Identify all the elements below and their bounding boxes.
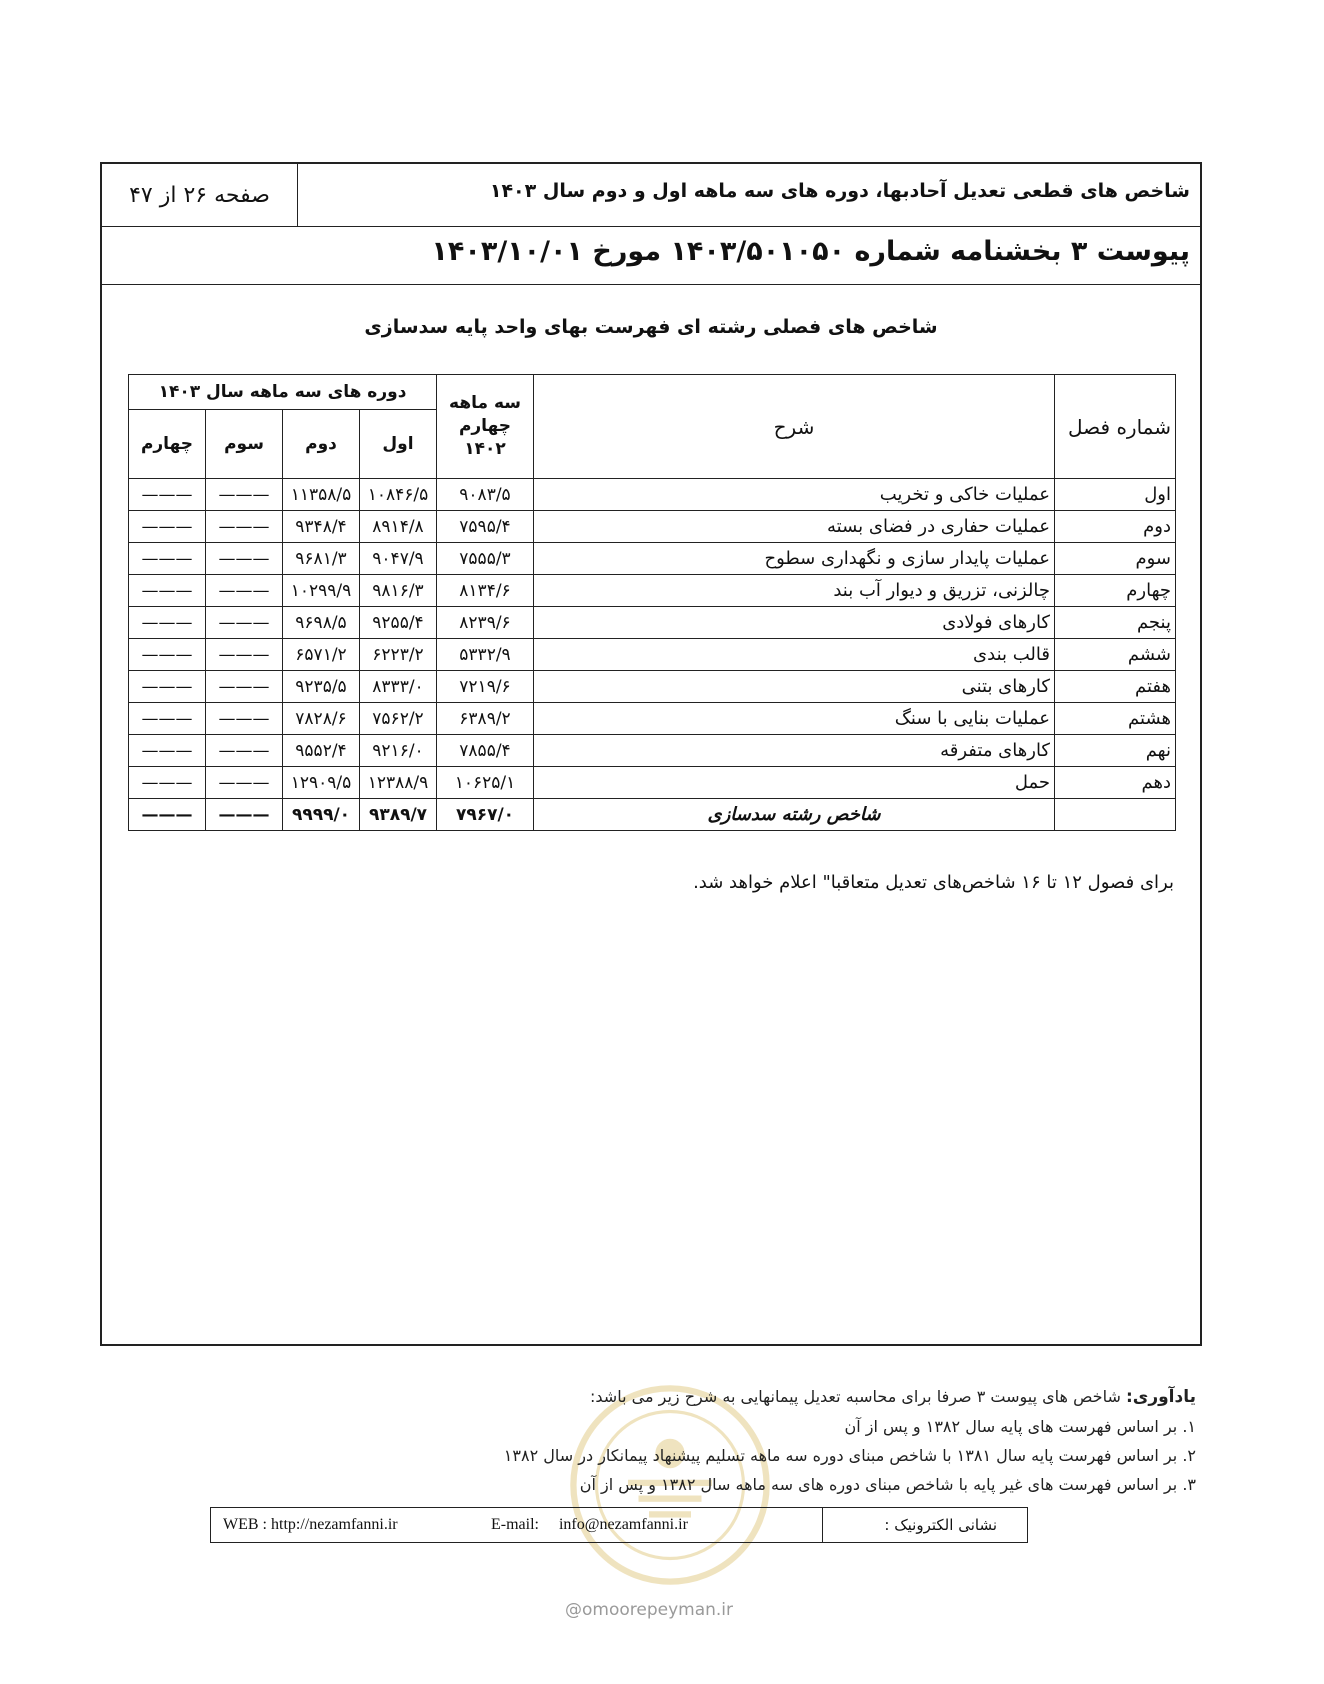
cell-q4-1402: ۷۸۵۵/۴ bbox=[437, 735, 534, 767]
cell-chapter: دهم bbox=[1055, 767, 1176, 799]
reminder-lead: یادآوری: bbox=[1125, 1387, 1196, 1407]
cell-q4-1403: ——— bbox=[129, 799, 206, 831]
header-fourth: چهارم bbox=[129, 410, 206, 479]
header-third: سوم bbox=[206, 410, 283, 479]
cell-q2-1403: ۹۶۹۸/۵ bbox=[283, 607, 360, 639]
web-link[interactable]: WEB : http://nezamfanni.ir bbox=[223, 1516, 398, 1533]
cell-q3-1403: ——— bbox=[206, 639, 283, 671]
cell-q4-1403: ——— bbox=[129, 639, 206, 671]
table-row bbox=[129, 607, 1176, 639]
cell-q3-1403: ——— bbox=[206, 511, 283, 543]
cell-chapter: دوم bbox=[1055, 511, 1176, 543]
cell-q3-1403: ——— bbox=[206, 703, 283, 735]
cell-q4-1403: ——— bbox=[129, 703, 206, 735]
table-row bbox=[129, 767, 1176, 799]
cell-description: کارهای بتنی bbox=[534, 671, 1055, 703]
cell-q3-1403: ——— bbox=[206, 543, 283, 575]
cell-q4-1402: ۷۵۹۵/۴ bbox=[437, 511, 534, 543]
cell-description: حمل bbox=[534, 767, 1055, 799]
header-description: شرح bbox=[534, 375, 1055, 479]
cell-chapter: پنجم bbox=[1055, 607, 1176, 639]
cell-q1-1403: ۹۳۸۹/۷ bbox=[360, 799, 437, 831]
table-row bbox=[129, 543, 1176, 575]
cell-chapter: سوم bbox=[1055, 543, 1176, 575]
header-row bbox=[102, 164, 1200, 227]
cell-q1-1403: ۹۸۱۶/۳ bbox=[360, 575, 437, 607]
cell-chapter bbox=[1055, 799, 1176, 831]
table-row bbox=[129, 671, 1176, 703]
cell-q1-1403: ۹۲۵۵/۴ bbox=[360, 607, 437, 639]
cell-description: کارهای فولادی bbox=[534, 607, 1055, 639]
cell-q4-1403: ——— bbox=[129, 479, 206, 511]
reminder-item: ۲. بر اساس فهرست پایه سال ۱۳۸۱ با شاخص مبنای دوره سه ماهه تسلیم پیشنهاد پیمانکار در سال ۱۳۸۲ bbox=[503, 1446, 1196, 1465]
cell-q3-1403: ——— bbox=[206, 479, 283, 511]
cell-q2-1403: ۱۱۳۵۸/۵ bbox=[283, 479, 360, 511]
cell-description: عملیات حفاری در فضای بسته bbox=[534, 511, 1055, 543]
cell-q2-1403: ۹۲۳۵/۵ bbox=[283, 671, 360, 703]
email-link[interactable]: E-mail: info@nezamfanni.ir bbox=[491, 1516, 688, 1533]
header-q4-line2: چهارم ۱۴۰۲ bbox=[458, 416, 512, 459]
cell-q2-1403: ۱۰۲۹۹/۹ bbox=[283, 575, 360, 607]
table-row bbox=[129, 735, 1176, 767]
cell-q2-1403: ۹۵۵۲/۴ bbox=[283, 735, 360, 767]
cell-q3-1403: ——— bbox=[206, 575, 283, 607]
header-group-1403: دوره های سه ماهه سال ۱۴۰۳ bbox=[129, 375, 437, 410]
cell-q4-1403: ——— bbox=[129, 575, 206, 607]
cell-q1-1403: ۸۹۱۴/۸ bbox=[360, 511, 437, 543]
cell-q3-1403: ——— bbox=[206, 735, 283, 767]
header-first: اول bbox=[360, 410, 437, 479]
header-title: شاخص های قطعی تعدیل آحادبها، دوره های سه ماهه اول و دوم سال ۱۴۰۳ bbox=[489, 180, 1190, 202]
watermark: @omoorepeyman.ir bbox=[565, 1600, 734, 1620]
cell-q4-1403: ——— bbox=[129, 767, 206, 799]
reminder-item: ۱. بر اساس فهرست های پایه سال ۱۳۸۲ و پس از آن bbox=[844, 1417, 1196, 1436]
cell-description: چالزنی، تزریق و دیوار آب بند bbox=[534, 575, 1055, 607]
header-q4-line1: سه ماهه bbox=[449, 393, 521, 414]
cell-q4-1403: ——— bbox=[129, 511, 206, 543]
cell-q1-1403: ۷۵۶۲/۲ bbox=[360, 703, 437, 735]
chapters-note: برای فصول ۱۲ تا ۱۶ شاخص‌های تعدیل متعاقبا" اعلام خواهد شد. bbox=[693, 872, 1174, 893]
page-number: صفحه ۲۶ از ۴۷ bbox=[102, 164, 298, 226]
cell-chapter: هفتم bbox=[1055, 671, 1176, 703]
header-second: دوم bbox=[283, 410, 360, 479]
cell-q3-1403: ——— bbox=[206, 607, 283, 639]
cell-description: عملیات پایدار سازی و نگهداری سطوح bbox=[534, 543, 1055, 575]
reminder-item: ۳. بر اساس فهرست های غیر پایه با شاخص مبنای دوره های سه ماهه سال ۱۳۸۲ و پس از آن bbox=[579, 1475, 1196, 1494]
annex-title: پیوست ۳ بخشنامه شماره ۱۴۰۳/۵۰۱۰۵۰ مورخ ۱۴۰۳/۱۰/۰۱ bbox=[431, 236, 1190, 267]
cell-chapter: اول bbox=[1055, 479, 1176, 511]
table-row bbox=[129, 703, 1176, 735]
cell-description: شاخص رشته سدسازی bbox=[534, 799, 1055, 831]
contact-label: نشانی الکترونیک : bbox=[822, 1508, 1027, 1542]
index-table bbox=[128, 374, 1176, 831]
cell-q1-1403: ۱۲۳۸۸/۹ bbox=[360, 767, 437, 799]
cell-q4-1403: ——— bbox=[129, 671, 206, 703]
cell-q4-1402: ۶۳۸۹/۲ bbox=[437, 703, 534, 735]
cell-chapter: ششم bbox=[1055, 639, 1176, 671]
table-body bbox=[129, 479, 1176, 831]
table-title: شاخص های فصلی رشته ای فهرست بهای واحد پایه سدسازی bbox=[364, 316, 938, 338]
cell-q4-1402: ۷۵۵۵/۳ bbox=[437, 543, 534, 575]
cell-q2-1403: ۹۳۴۸/۴ bbox=[283, 511, 360, 543]
cell-q4-1402: ۷۹۶۷/۰ bbox=[437, 799, 534, 831]
cell-q2-1403: ۷۸۲۸/۶ bbox=[283, 703, 360, 735]
cell-q2-1403: ۹۹۹۹/۰ bbox=[283, 799, 360, 831]
cell-description: کارهای متفرقه bbox=[534, 735, 1055, 767]
cell-q2-1403: ۱۲۹۰۹/۵ bbox=[283, 767, 360, 799]
cell-chapter: هشتم bbox=[1055, 703, 1176, 735]
table-row bbox=[129, 575, 1176, 607]
header-q4-1402 bbox=[437, 375, 534, 479]
cell-q4-1403: ——— bbox=[129, 735, 206, 767]
cell-q4-1402: ۷۲۱۹/۶ bbox=[437, 671, 534, 703]
cell-chapter: چهارم bbox=[1055, 575, 1176, 607]
cell-q4-1402: ۹۰۸۳/۵ bbox=[437, 479, 534, 511]
table-row bbox=[129, 479, 1176, 511]
cell-q4-1403: ——— bbox=[129, 543, 206, 575]
cell-description: عملیات بنایی با سنگ bbox=[534, 703, 1055, 735]
cell-q1-1403: ۱۰۸۴۶/۵ bbox=[360, 479, 437, 511]
cell-q1-1403: ۹۲۱۶/۰ bbox=[360, 735, 437, 767]
cell-q2-1403: ۹۶۸۱/۳ bbox=[283, 543, 360, 575]
cell-description: عملیات خاکی و تخریب bbox=[534, 479, 1055, 511]
cell-q4-1403: ——— bbox=[129, 607, 206, 639]
cell-q4-1402: ۸۱۳۴/۶ bbox=[437, 575, 534, 607]
cell-q4-1402: ۸۲۳۹/۶ bbox=[437, 607, 534, 639]
cell-q2-1403: ۶۵۷۱/۲ bbox=[283, 639, 360, 671]
cell-q1-1403: ۹۰۴۷/۹ bbox=[360, 543, 437, 575]
contact-box bbox=[210, 1507, 1028, 1543]
total-row bbox=[129, 799, 1176, 831]
header-chapter: شماره فصل bbox=[1055, 375, 1176, 479]
cell-description: قالب بندی bbox=[534, 639, 1055, 671]
cell-q3-1403: ——— bbox=[206, 671, 283, 703]
cell-q4-1402: ۱۰۶۲۵/۱ bbox=[437, 767, 534, 799]
annex-row bbox=[102, 226, 1200, 285]
table-row bbox=[129, 511, 1176, 543]
document-frame bbox=[100, 162, 1202, 1346]
table-row bbox=[129, 639, 1176, 671]
reminder bbox=[504, 1382, 1196, 1499]
cell-q3-1403: ——— bbox=[206, 799, 283, 831]
cell-chapter: نهم bbox=[1055, 735, 1176, 767]
cell-q3-1403: ——— bbox=[206, 767, 283, 799]
cell-q1-1403: ۸۳۳۳/۰ bbox=[360, 671, 437, 703]
cell-q4-1402: ۵۳۳۲/۹ bbox=[437, 639, 534, 671]
reminder-intro: شاخص های پیوست ۳ صرفا برای محاسبه تعدیل پیمانهایی به شرح زیر می باشد: bbox=[590, 1387, 1121, 1406]
cell-q1-1403: ۶۲۲۳/۲ bbox=[360, 639, 437, 671]
